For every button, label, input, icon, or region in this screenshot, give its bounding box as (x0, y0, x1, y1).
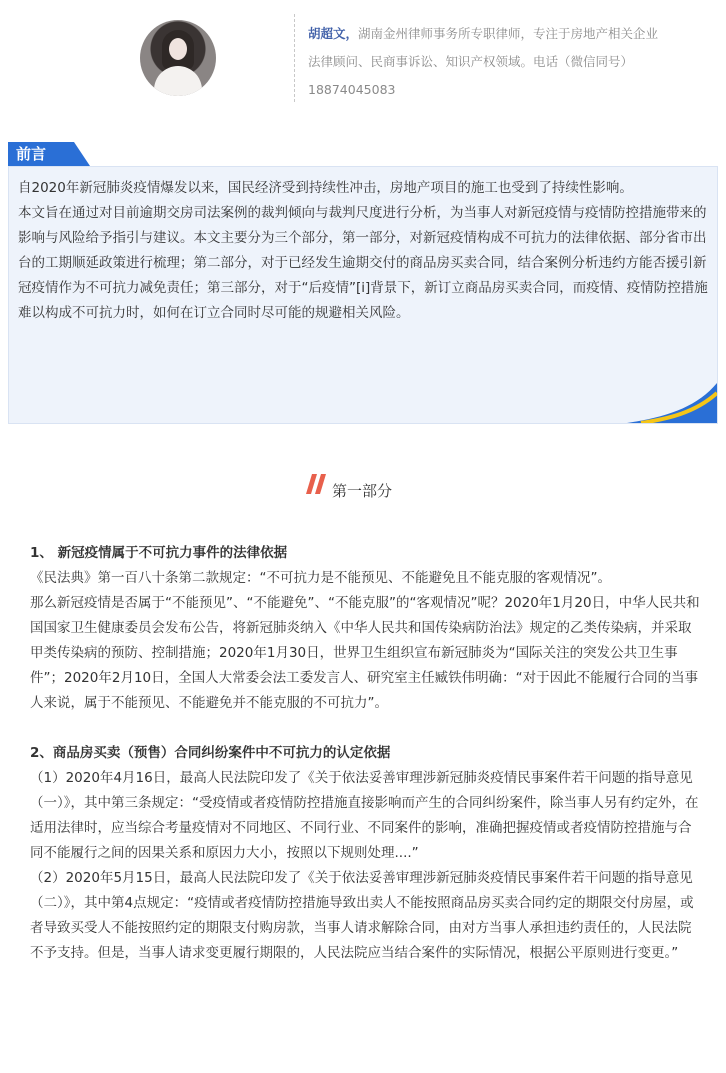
section-mark-icon (306, 472, 328, 496)
author-name: 胡超文 (308, 26, 346, 41)
header-divider (294, 14, 295, 102)
paragraph-opinion-2: （2）2020年5月15日，最高人民法院印发了《关于依法妥善审理涉新冠肺炎疫情民事案件若干问题的指导意见（二）》，其中第4点规定：“疫情或者疫情防控措施导致出卖人不能按照商品房买卖合同约定的期限交付房屋，或者导致买受人不能按照约定的期限支付购房款，当事人请求解除合同，由对方当事人承担违约责任的，人民法院不予支持。但是，当事人请求变更履行期限的，人民法院应当结合案件的实际情况，根据公平原则进行变更。” (30, 870, 694, 961)
author-bio (308, 20, 660, 104)
author-name-sep: ， (345, 26, 359, 41)
preface-paragraph-2: 本文旨在通过对目前逾期交房司法案例的裁判倾向与裁判尺度进行分析，为当事人对新冠疫情与疫情防控措施带来的影响与风险给予指引与建议。本文主要分为三个部分，第一部分，对新冠疫情构成不可抗力的法律依据、部分省市出台的工期顺延政策进行梳理；第二部分，对于已经发生逾期交付的商品房买卖合同，结合案例分析违约方能否援引新冠疫情作为不可抗力减免责任；第三部分，对于“后疫情”[i]背景下，新订立商品房买卖合同，而疫情、疫情防控措施难以构成不可抗力时，如何在订立合同时尽可能的规避相关风险。 (18, 205, 708, 321)
paragraph-civil-code: 《民法典》第一百八十条第二款规定：“不可抗力是不能预见、不能避免且不能克服的客观情况”。 (30, 570, 611, 586)
preface-text (18, 176, 708, 326)
section-title-text: 第一部分 (332, 482, 393, 500)
heading-1: 1、 新冠疫情属于不可抗力事件的法律依据 (30, 545, 288, 561)
avatar-body (154, 66, 202, 96)
section-title (306, 470, 446, 504)
article-body (30, 541, 700, 966)
avatar-face (169, 38, 187, 60)
preface-label: 前言 (16, 145, 47, 163)
heading-2: 2、商品房买卖（预售）合同纠纷案件中不可抗力的认定依据 (30, 745, 391, 761)
paragraph-opinion-1: （1）2020年4月16日，最高人民法院印发了《关于依法妥善审理涉新冠肺炎疫情民事案件若干问题的指导意见（一）》，其中第三条规定：“受疫情或者疫情防控措施直接影响而产生的合同纠纷案件，除当事人另有约定外，在适用法律时，应当综合考量疫情对不同地区、不同行业、不同案件的影响，准确把握疫情或者疫情防控措施与合同不能履行之间的因果关系和原因力大小，按照以下规则处理....” (30, 770, 699, 861)
author-bio-text: 湖南金州律师事务所专职律师，专注于房地产相关企业法律顾问、民商事诉讼、知识产权领域。电话（微信同号）18874045083 (308, 26, 659, 97)
author-avatar (140, 20, 216, 96)
spacer (30, 716, 700, 741)
author-header (0, 0, 726, 110)
paragraph-covid-facts: 那么新冠疫情是否属于“不能预见”、“不能避免”、“不能克服”的“客观情况”呢？2020年1月20日，中华人民共和国国家卫生健康委员会发布公告，将新冠肺炎纳入《中华人民共和国传染病防治法》规定的乙类传染病，并采取甲类传染病的预防、控制措施；2020年1月30日，世界卫生组织宣布新冠肺炎为“国际关注的突发公共卫生事件”；2020年2月10日，全国人大常委会法工委发言人、研究室主任臧铁伟明确：“对于因此不能履行合同的当事人来说，属于不能预见、不能避免并不能克服的不可抗力”。 (30, 595, 700, 711)
corner-swoosh (627, 383, 717, 423)
preface-paragraph-1: 自2020年新冠肺炎疫情爆发以来，国民经济受到持续性冲击，房地产项目的施工也受到了持续性影响。 (18, 180, 633, 196)
